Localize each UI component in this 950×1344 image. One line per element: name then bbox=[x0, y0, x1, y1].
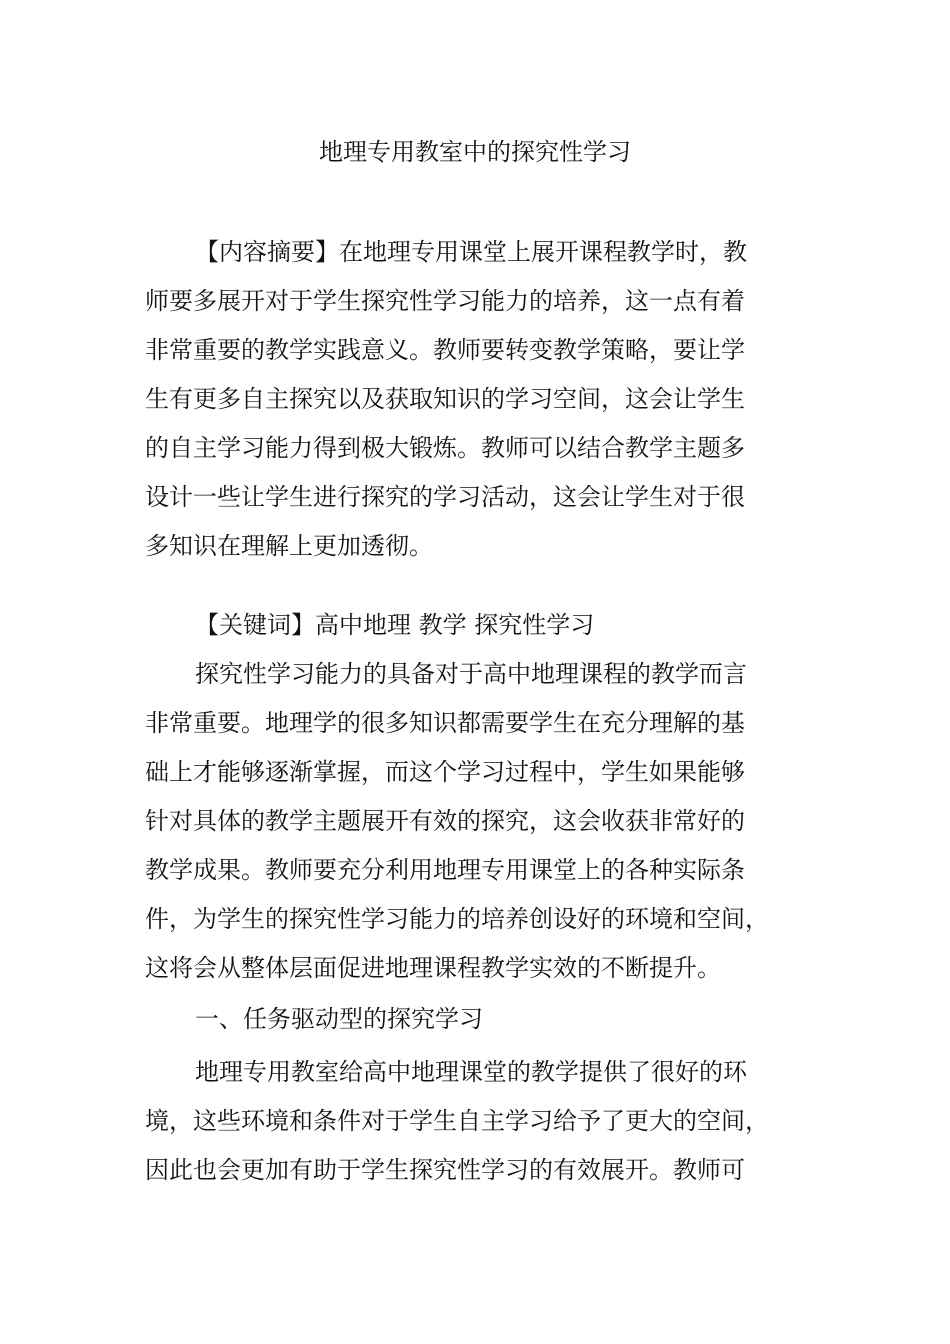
body-line: 础上才能够逐渐掌握，而这个学习过程中，学生如果能够 bbox=[145, 758, 745, 786]
body-line: 地理专用教室给高中地理课堂的教学提供了很好的环 bbox=[195, 1058, 747, 1086]
keywords-line: 【关键词】高中地理 教学 探究性学习 bbox=[195, 611, 595, 639]
abstract-line: 多知识在理解上更加透彻。 bbox=[145, 532, 433, 560]
abstract-line: 【内容摘要】在地理专用课堂上展开课程教学时，教 bbox=[195, 238, 747, 266]
body-line: 教学成果。教师要充分利用地理专用课堂上的各种实际条 bbox=[145, 856, 745, 884]
abstract-line: 师要多展开对于学生探究性学习能力的培养，这一点有着 bbox=[145, 287, 745, 315]
abstract-line: 的自主学习能力得到极大锻炼。教师可以结合教学主题多 bbox=[145, 434, 745, 462]
body-line: 件，为学生的探究性学习能力的培养创设好的环境和空间， bbox=[145, 905, 769, 933]
body-line: 因此也会更加有助于学生探究性学习的有效展开。教师可 bbox=[145, 1156, 745, 1184]
body-line: 探究性学习能力的具备对于高中地理课程的教学而言 bbox=[195, 660, 747, 688]
abstract-line: 设计一些让学生进行探究的学习活动，这会让学生对于很 bbox=[145, 483, 745, 511]
body-line: 境，这些环境和条件对于学生自主学习给予了更大的空间， bbox=[145, 1107, 769, 1135]
body-line: 非常重要。地理学的很多知识都需要学生在充分理解的基 bbox=[145, 709, 745, 737]
section-heading: 一、任务驱动型的探究学习 bbox=[195, 1005, 483, 1033]
body-line: 针对具体的教学主题展开有效的探究，这会收获非常好的 bbox=[145, 807, 745, 835]
abstract-line: 生有更多自主探究以及获取知识的学习空间，这会让学生 bbox=[145, 385, 745, 413]
body-line: 这将会从整体层面促进地理课程教学实效的不断提升。 bbox=[145, 954, 721, 982]
document-title: 地理专用教室中的探究性学习 bbox=[319, 138, 631, 166]
abstract-line: 非常重要的教学实践意义。教师要转变教学策略，要让学 bbox=[145, 336, 745, 364]
